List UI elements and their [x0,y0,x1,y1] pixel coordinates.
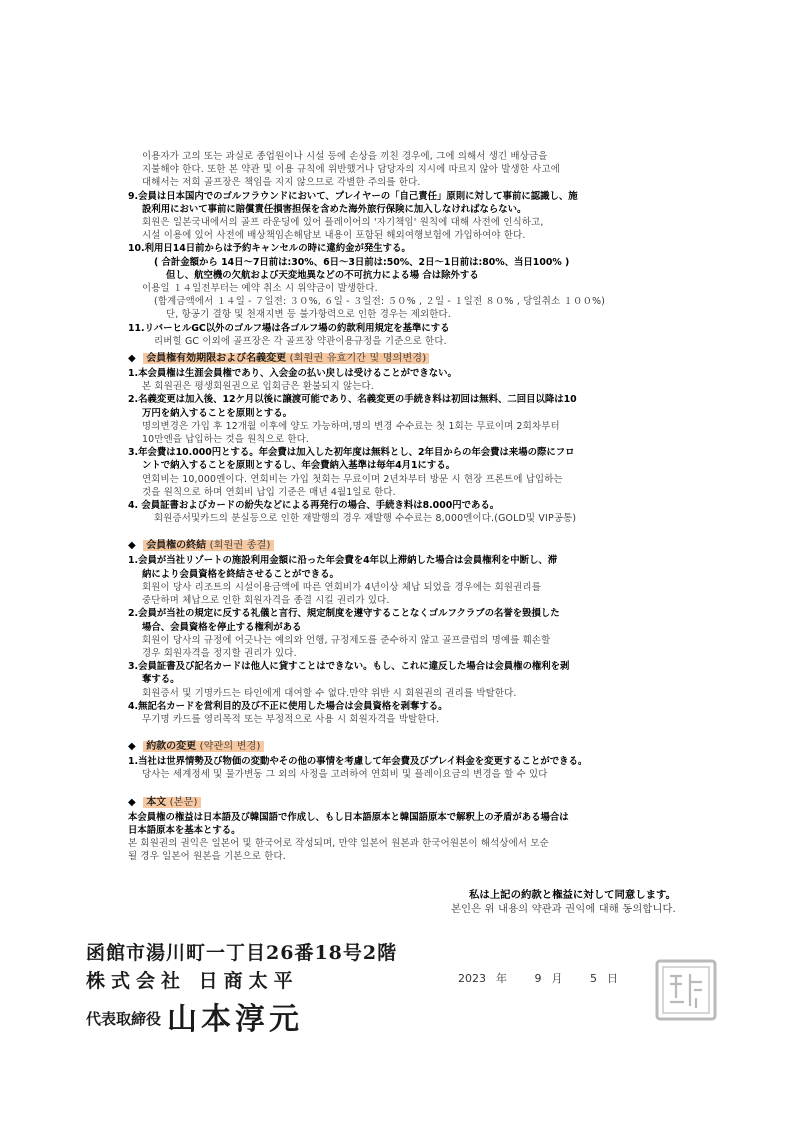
text-line: 万円を納入することを原則とする。 [142,407,293,419]
text-line: 1.本会員権は生涯会員権であり、入会金の払い戻しは受けることができない。 [128,368,457,380]
text-line: 3.年会費は10.000円とする。年会費は加入した初年度は無料とし、2年目からの年会費は来場の際にフロ [128,447,575,459]
date-day: 5 [590,972,597,985]
intro-lines [128,150,676,348]
document-body [128,150,676,916]
section-lines-main-text [128,811,676,864]
text-line: 무기명 카드를 영리목적 또는 부정적으로 사용 시 회원자격을 박탈한다. [142,713,440,725]
signature-block [86,938,706,1037]
section-heading-main-text [128,796,676,810]
section-title-kr: (회원권 유효기간 및 명의변경) [289,353,427,365]
text-line: 1.当社は世界情勢及び物価の変動やその他の事情を考慮して年会費及びプレイ料金を変更することができる。 [128,756,588,768]
text-line: 日本語原本を基本とする。 [128,824,241,836]
text-line: 당사는 세계정세 및 물가변동 그 외의 사정을 고려하여 연회비 및 플레이요금의 변경을 할 수 있다 [142,769,548,781]
section-heading-terms-change [128,740,676,754]
section-title-jp: 会員権の終結 [146,540,207,552]
text-line: 연회비는 10,000엔이다. 연회비는 가입 첫회는 무료이며 2년차부터 방문 시 현장 프론트에 납입하는 [142,473,563,485]
text-line: 경우 회원자격을 정지할 권리가 있다. [142,647,297,659]
agreement-kr: 본인은 위 내용의 약관과 권익에 대해 동의합니다. [451,903,676,915]
company-seal-icon [654,958,718,1022]
agreement-jp: 私は上記の約款と権益に対して同意します。 [469,889,676,902]
text-line: ントで納入することを原則とするし、年会費納入基準は毎年4月1にする。 [142,460,456,472]
representative-name: 山本淳元 [167,1002,304,1037]
section-title-kr: (약관의 변경) [199,741,261,753]
text-line: 회원이 당사의 규정에 어긋나는 예의와 언행, 규정제도를 준수하지 않고 골프클럽의 명예를 훼손할 [142,634,551,646]
section-lines-terms-change [128,755,676,781]
text-line: 1.会員が当社リゾートの施設利用金額に沿った年会費を4年以上滞納した場合は会員権利を中断し、滞 [128,555,558,567]
date-year: 2023 [458,972,486,985]
text-line: 場合、会員資格を停止する権利がある [142,621,302,633]
text-line: 9.会員は日本国内でのゴルフラウンドにおいて、プレイヤーの「自己責任」原則に対して事前に認識し、施 [128,190,578,202]
text-line: 회원증서 및 기명카드는 타인에게 대여할 수 없다.만약 위반 시 회원권의 권리를 박탈한다. [142,687,517,699]
text-line: 本会員権の権益は日本語及び韓国語で作成し、もし日本語原本と韓国語原本で解釈上の矛盾がある場合は [128,811,569,823]
text-line: 但し、航空機の欠航および天変地異などの不可抗力による場 合は除外する [166,269,479,281]
date-year-unit: 年 [496,972,507,985]
company-name: 株式会社 日商太平 [86,970,299,992]
text-line: 10만엔을 납입하는 것을 원칙으로 한다. [142,434,310,446]
date-month-unit: 月 [551,972,563,985]
company-address: 函館市湯川町一丁目26番18号2階 [86,942,398,964]
section-title-jp: 会員権有効期限および名義変更 [146,353,287,365]
text-line: 될 경우 일본어 원본을 기본으로 한다. [128,851,286,863]
text-line: 11.リバーヒルGC以外のゴルフ場は各ゴルフ場の約款利用規定を基準にする [128,322,450,334]
text-line: 대해서는 저희 골프장은 책임을 지지 않으므로 각별한 주의를 한다. [142,177,421,189]
text-line: 본 회원권의 권익은 일본어 및 한국어로 작성되며, 만약 일본어 원본과 한국어원본이 해석상에서 모순 [128,837,549,849]
section-title-kr: (본문) [169,796,198,808]
text-line: 4.無記名カードを営利目的及び不正に使用した場合は会員資格を剥奪する。 [128,700,448,712]
section-title-jp: 約款の変更 [146,741,197,753]
text-line: 단, 항공기 결항 및 천재지변 등 불가항력으로 인한 경우는 제외한다. [166,309,451,321]
diamond-bullet-icon: ◆ [128,741,136,753]
text-line: 設利用において事前に賠償責任損害担保を含めた海外旅行保険に加入しなければならない。 [142,203,527,215]
text-line: 이용자가 고의 또는 과실로 종업원이나 시설 등에 손상을 끼친 경우에, 그에 의해서 생긴 배상금을 [142,151,548,162]
text-line: 것을 원칙으로 하며 연회비 납입 기준은 매년 4월1일로 한다. [142,486,396,498]
text-line: 納により会員資格を終結させることができる。 [142,568,339,580]
section-title-jp: 本文 [146,796,167,808]
text-line: 10.利用日14日前からは予約キャンセルの時に違約金が発生する。 [128,243,411,255]
text-line: 리버힐 GC 이외에 골프장은 각 골프장 약관이용규정을 기준으로 한다. [154,335,447,347]
text-line: 시설 이용에 있어 사전에 배상책임손해담보 내용이 포함된 해외여행보험에 가입하여야 한다. [142,230,526,242]
diamond-bullet-icon: ◆ [128,540,136,552]
date-day-unit: 日 [607,972,618,985]
text-line: 명의변경은 가입 후 12개월 이후에 양도 가능하며,명의 변경 수수료는 첫 1회는 무료이며 2회차부터 [142,420,560,432]
text-line: 본 회원권은 평생회원권으로 입회금은 환불되지 않는다. [142,381,374,393]
signature-date [458,970,628,986]
text-line: 이용일 １４일전부터는 예약 취소 시 위약금이 발생한다. [142,283,378,295]
text-line: 2.会員が当社の規定に反する礼儀と言行、規定制度を遵守することなくゴルフクラブの名誉を毀損した [128,608,560,620]
text-line: (합계금액에서 １４일 - ７일전: ３０%, ６일 - ３일전: ５０% , ２일 - １일전 ８０% , 당일취소 １００%) [154,296,606,308]
section-lines-termination [128,554,676,726]
text-line: 회원증서및카드의 분실등으로 인한 재발행의 경우 재발행 수수료는 8,000엔이다.(GOLD및 VIP공통) [154,513,577,525]
text-line: 奪する。 [142,674,180,686]
text-line: 2.名義変更は加入後、12ケ月以後に譲渡可能であり、名義変更の手続き料は初回は無料、二回目以降は10 [128,394,577,406]
section-lines-membership-term [128,367,676,525]
representative-title: 代表取締役 [86,1010,162,1028]
text-line: 지불해야 한다. 또한 본 약관 및 이용 규칙에 위반했거나 담당자의 지시에 따르지 않아 발생한 사고에 [142,164,560,176]
section-heading-membership-term [128,352,676,366]
text-line: ( 合計金額から 14日～7日前は:30%、6日～3日前は:50%、2日～1日前は:80%、当日100% ) [154,256,570,268]
text-line: 3.会員証書及び記名カードは他人に貸すことはできない。もし、これに違反した場合は会員権の権利を剥 [128,661,570,673]
diamond-bullet-icon: ◆ [128,353,136,365]
section-title-kr: (회원권 종결) [209,540,271,552]
text-line: 4. 会員証書およびカードの紛失などによる再発行の場合、手続き料は8.000円である。 [128,500,500,512]
text-line: 회원이 당사 리조트의 시설이용금액에 따른 연회비가 4년이상 체납 되었을 경우에는 회원권리를 [142,581,541,593]
text-line: 중단하며 체납으로 인한 회원자격을 종결 시킬 권리가 있다. [142,595,390,607]
date-month: 9 [534,972,542,985]
diamond-bullet-icon: ◆ [128,796,136,808]
representative [86,994,303,1038]
text-line: 회원은 일본국내에서의 골프 라운딩에 있어 플레이어의 '자기책임' 원칙에 대해 사전에 인식하고, [142,217,544,229]
section-heading-termination [128,539,676,553]
